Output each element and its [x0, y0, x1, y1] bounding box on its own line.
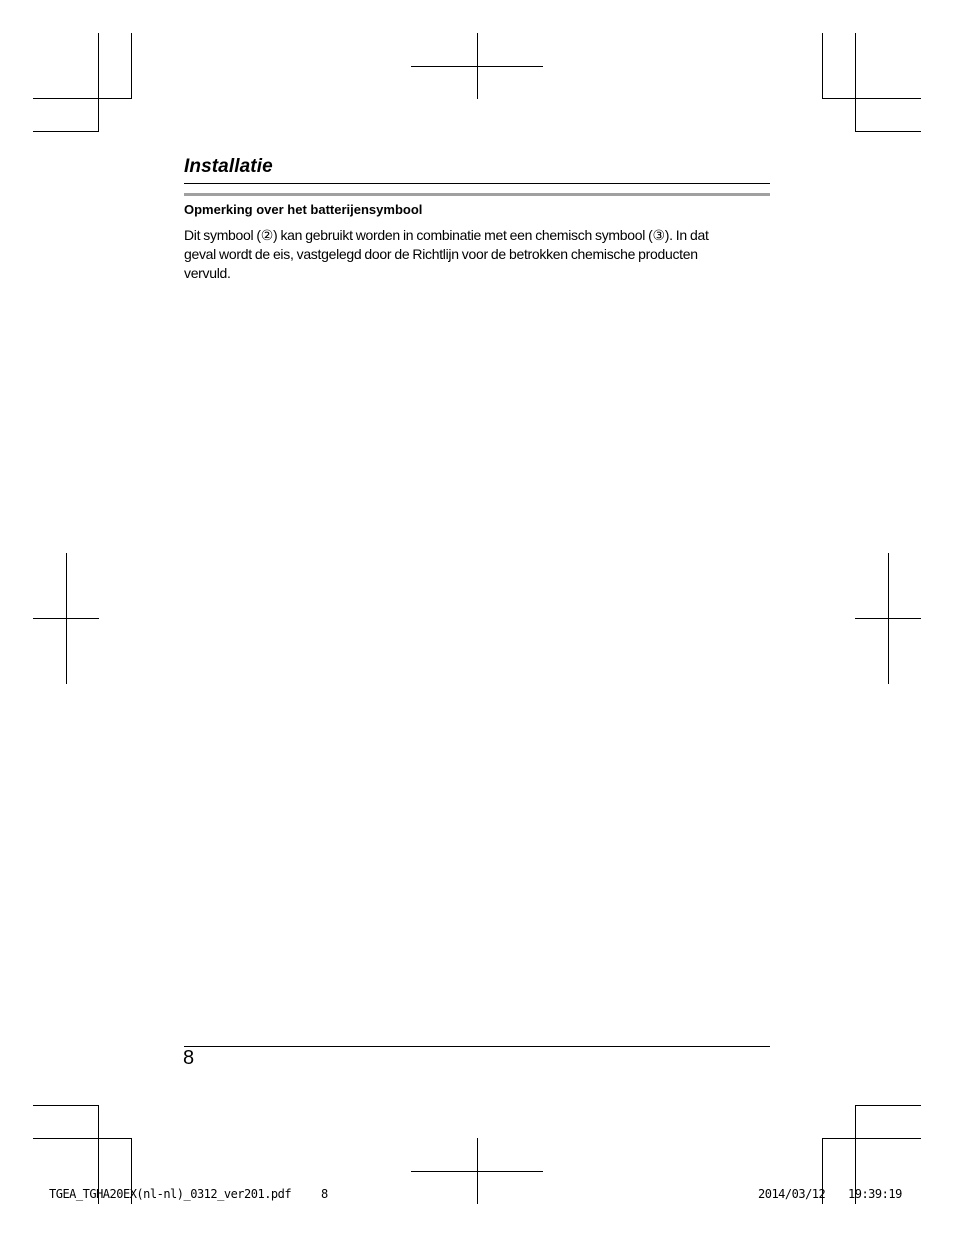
- page-number: 8: [183, 1047, 195, 1069]
- crop-mark: [822, 33, 823, 99]
- section-title: Installatie: [184, 156, 273, 177]
- registration-mark: [477, 33, 478, 99]
- print-time: 19:39:19: [848, 1187, 902, 1201]
- crop-mark: [98, 33, 99, 131]
- crop-mark: [33, 1138, 132, 1139]
- header-rule-gray: [184, 193, 770, 196]
- crop-mark: [855, 33, 856, 131]
- footer-rule: [184, 1046, 770, 1047]
- paragraph-line: geval wordt de eis, vastgelegd door de Richtlijn voor de betrokken chemische producten: [184, 246, 698, 262]
- crop-mark: [33, 131, 99, 132]
- crop-mark: [855, 131, 921, 132]
- paragraph-line: Dit symbool (②) kan gebruikt worden in combinatie met een chemisch symbool (③). In dat: [184, 227, 709, 243]
- note-paragraph: [184, 226, 770, 283]
- crop-mark: [131, 33, 132, 99]
- crop-mark: [33, 1105, 99, 1106]
- paragraph-line: vervuld.: [184, 265, 231, 281]
- print-sheet-number: 8: [321, 1187, 328, 1201]
- crop-mark: [33, 98, 132, 99]
- crop-mark: [855, 1105, 921, 1106]
- print-date: 2014/03/12: [758, 1187, 826, 1201]
- header-rule: [184, 183, 770, 184]
- registration-mark: [477, 1138, 478, 1204]
- crop-mark: [822, 1138, 921, 1139]
- note-heading: Opmerking over het batterijensymbool: [184, 202, 423, 217]
- registration-mark: [66, 553, 67, 684]
- crop-mark: [822, 98, 921, 99]
- print-filename: TGEA_TGHA20EX(nl-nl)_0312_ver201.pdf: [49, 1187, 292, 1201]
- registration-mark: [888, 553, 889, 684]
